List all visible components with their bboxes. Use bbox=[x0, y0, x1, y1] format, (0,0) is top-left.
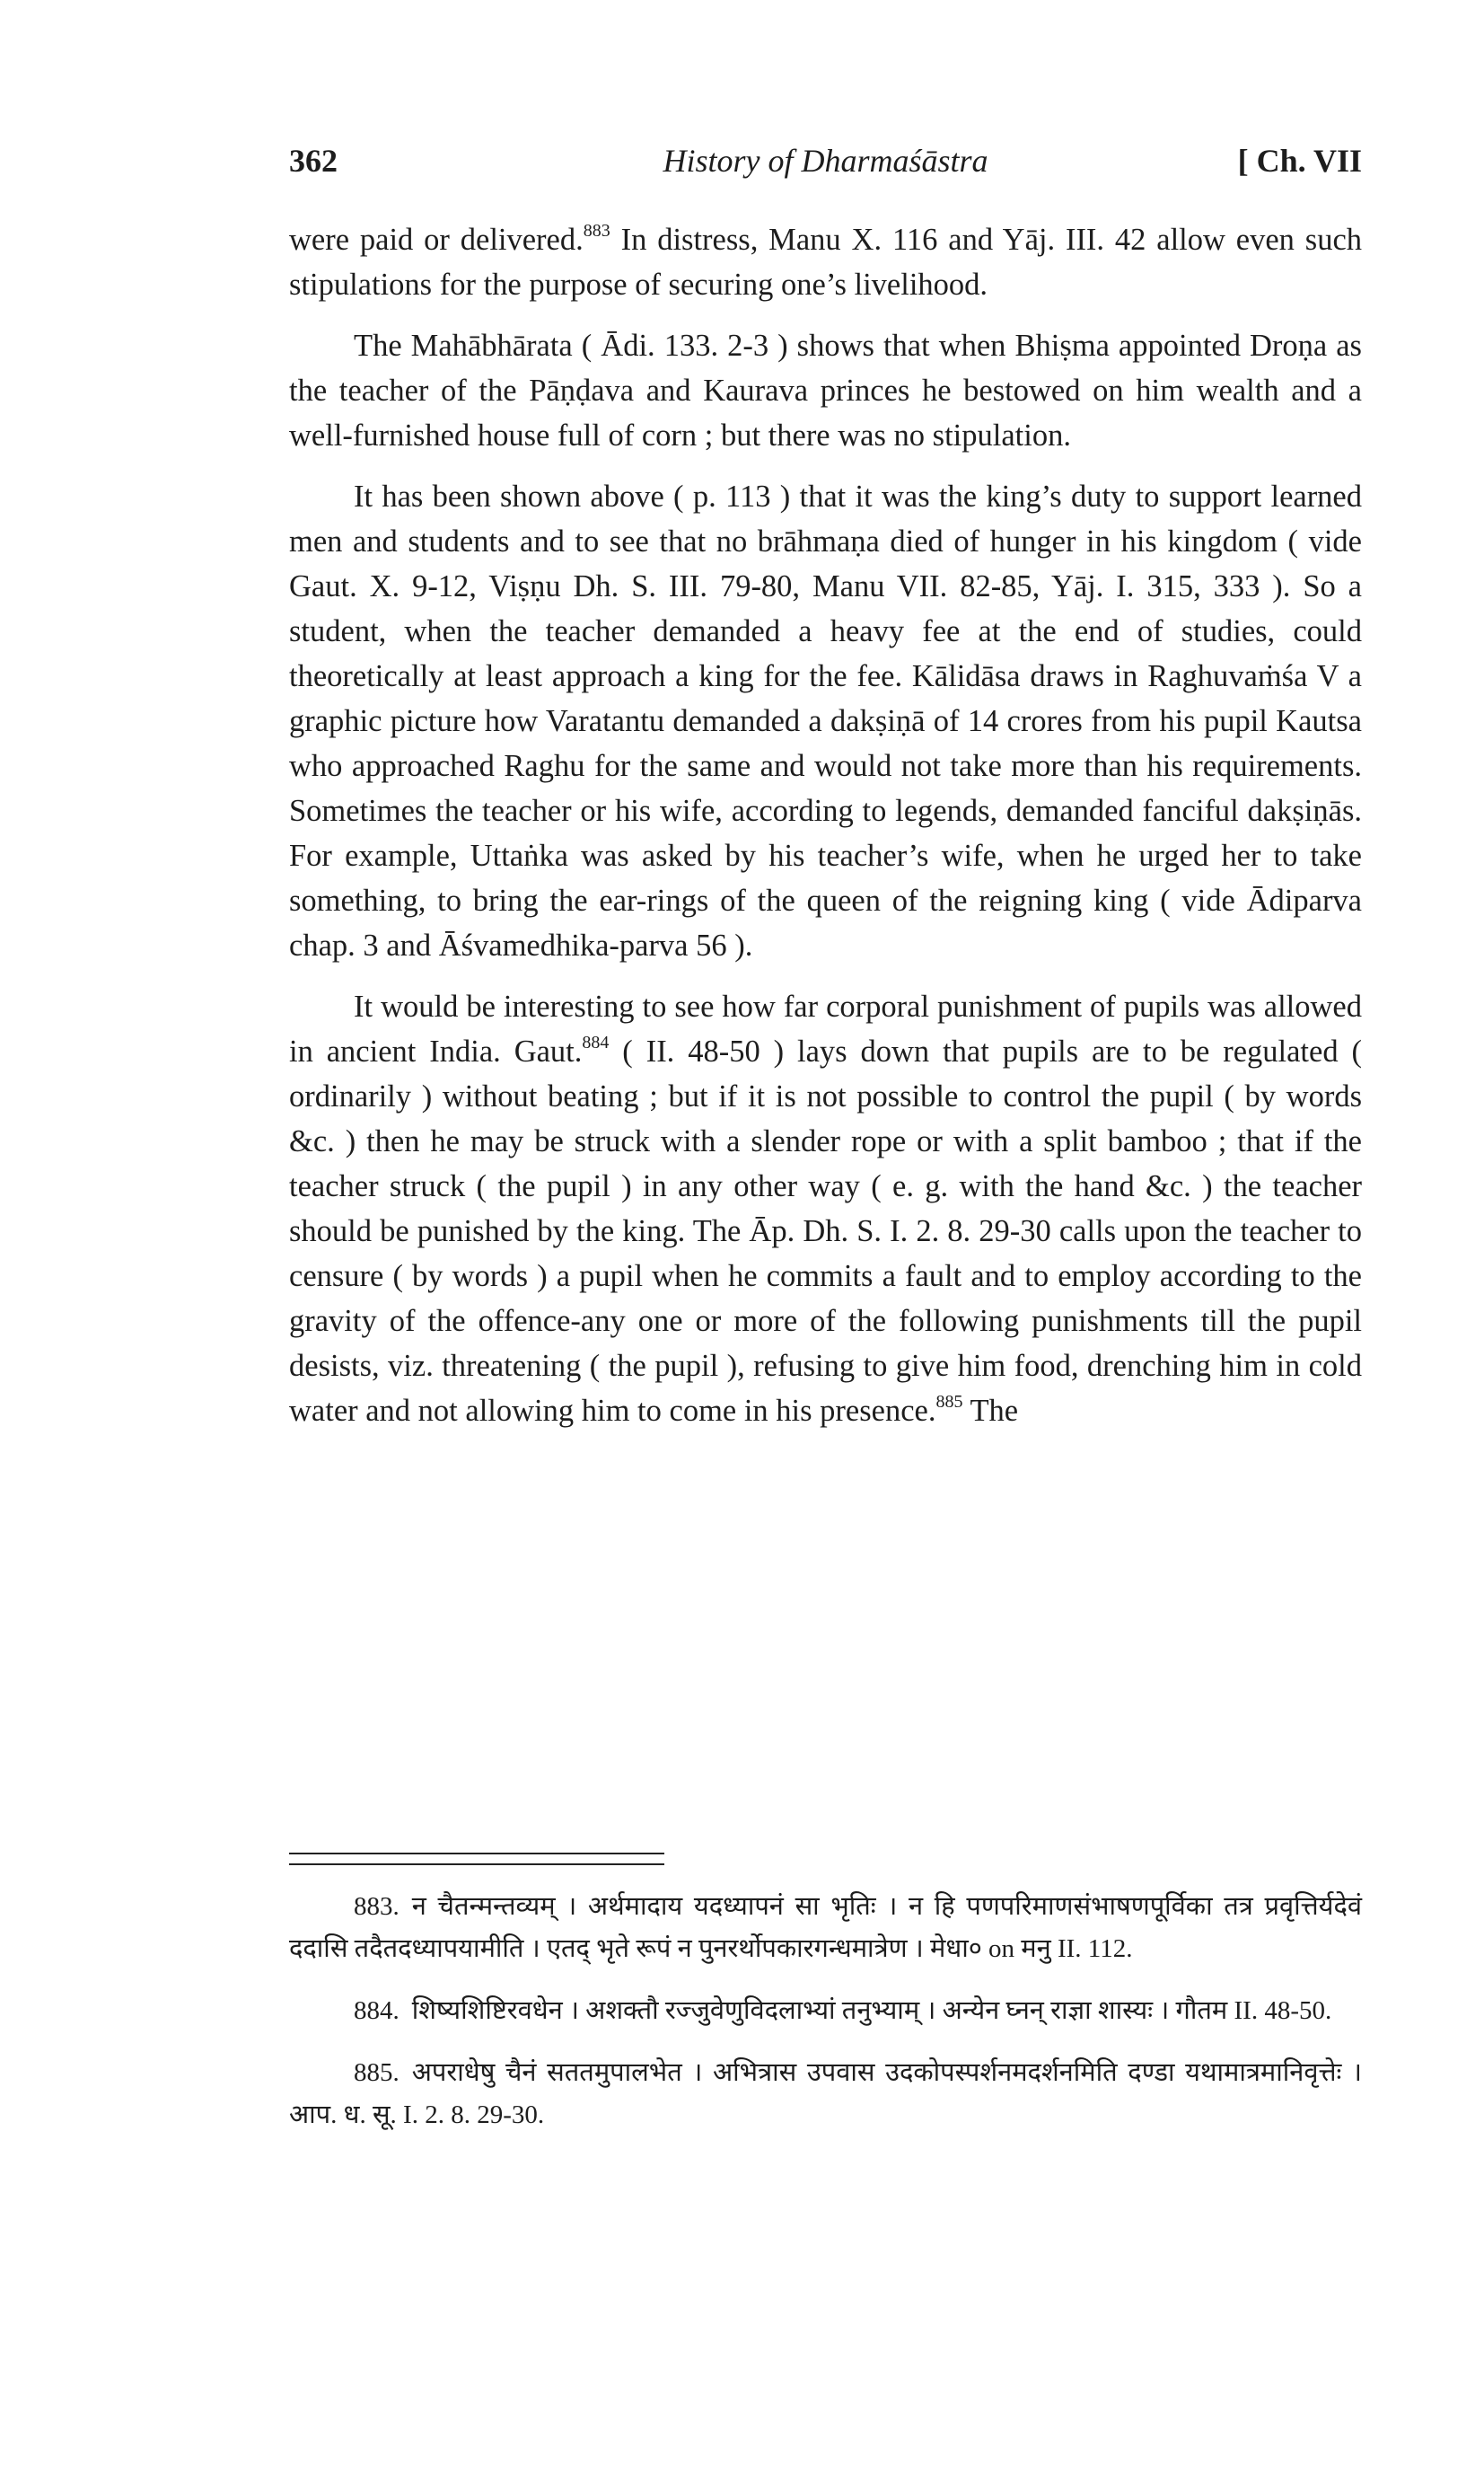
footnote-ref: 885 bbox=[935, 1392, 963, 1412]
footnote-text: न चैतन्मन्तव्यम् । अर्थमादाय यदध्यापनं सा भृतिः । न हि पणपरिमाणसंभाषणपूर्विका तत्र प्रवृत्तिर्यदेवं ददासि तदैतदध्यापयामीति । एतद् भृते रूपं न पुनरर्थोपकारगन्धमात्रेण । मेधा० on मनु II. 112. bbox=[289, 1892, 1362, 1963]
footnote-885 bbox=[289, 2052, 1362, 2136]
text-run: In distress, Manu X. 116 and Yāj. III. 42 allow even such stipulations for the purpose of securing one’s livelihood. bbox=[289, 223, 1363, 302]
running-title: History of Dharmaśāstra bbox=[663, 143, 988, 179]
footnote-884 bbox=[289, 1990, 1362, 2032]
running-header bbox=[289, 142, 1362, 187]
text-run: were paid or delivered. bbox=[289, 223, 584, 257]
footnote-text: शिष्यशिष्टिरवधेन । अशक्तौ रज्जुवेणुविदलाभ्यां तनुभ्याम् । अन्येन घ्नन् राज्ञा शास्यः । गौतम II. 48-50. bbox=[411, 1996, 1332, 2025]
text-run: It has been shown above ( p. 113 ) that it was the king’s duty to support learned men and students and to see that no brāhmaṇa died of hunger in his kingdom ( vide Gaut. X. 9-12, Viṣṇu Dh. S. III. 79-80, Manu VII. 82-85, Yāj. I. 315, 333 ). So a student, when the teacher demanded a heavy fee at the end of studies, could theoretically at least approach a king for the fee. Kālidāsa draws in Raghuvaṁśa V a graphic picture how Varatantu demanded a dakṣiṇā of 14 crores from his pupil Kautsa who approached Raghu for the same and would not take more than his requirements. Sometimes the teacher or his wife, according to legends, demanded fanciful dakṣiṇās. For example, Uttaṅka was asked by his teacher’s wife, when he urged her to take something, to bring the ear-rings of the queen of the reigning king ( vide Ādiparva chap. 3 and Āśvamedhika-parva 56 ). bbox=[289, 480, 1362, 963]
footnote-ref: 884 bbox=[582, 1033, 610, 1052]
text-run: ( II. 48-50 ) lays down that pupils are to be regulated ( ordinarily ) without beating ; but if it is not possible to control the pupil ( by words &c. ) then he may be struck with a slender rope or with a split bamboo ; that if the teacher struck ( the pupil ) in any other way ( e. g. with the hand &c. ) the teacher should be punished by the king. The Āp. Dh. S. I. 2. 8. 29-30 calls upon the teacher to censure ( by words ) a pupil when he commits a fault and to employ according to the gravity of the offence-any one or more of the following punishments till the pupil desists, viz. threatening ( the pupil ), refusing to give him food, drenching him in cold water and not allowing him to come in his presence. bbox=[289, 1035, 1362, 1428]
paragraph-king-duty bbox=[289, 474, 1362, 968]
footnote-number: 883. bbox=[354, 1892, 400, 1921]
paragraph-mahabharata bbox=[289, 323, 1362, 458]
text-run: It would be interesting to see how far corporal punishment of pupils was allowed in ancient India. Gaut. bbox=[289, 990, 1362, 1069]
text-run: The bbox=[962, 1394, 1019, 1428]
chapter-label: [ Ch. VII bbox=[1237, 143, 1362, 179]
paragraph-continuation bbox=[289, 217, 1362, 307]
footnote-number: 885. bbox=[354, 2058, 400, 2087]
main-text bbox=[289, 217, 1362, 1449]
footnotes bbox=[289, 1886, 1362, 2156]
paragraph-corporal-punishment bbox=[289, 984, 1362, 1433]
footnote-883 bbox=[289, 1886, 1362, 1970]
footnote-number: 884. bbox=[354, 1996, 400, 2025]
page-number: 362 bbox=[289, 143, 338, 179]
footnote-ref: 883 bbox=[583, 221, 610, 241]
text-run: The Mahābhārata ( Ādi. 133. 2-3 ) shows that when Bhiṣma appointed Droṇa as the teacher of the Pāṇḍava and Kaurava princes he bestowed on him wealth and a well-furnished house full of corn ; but there was no stipulation. bbox=[289, 329, 1362, 453]
footnote-separator bbox=[289, 1853, 664, 1865]
footnote-text: अपराधेषु चैनं सततमुपालभेत । अभित्रास उपवास उदकोपस्पर्शनमदर्शनमिति दण्डा यथामात्रमानिवृत्तेः । आप. ध. सू. I. 2. 8. 29-30. bbox=[289, 2058, 1362, 2129]
